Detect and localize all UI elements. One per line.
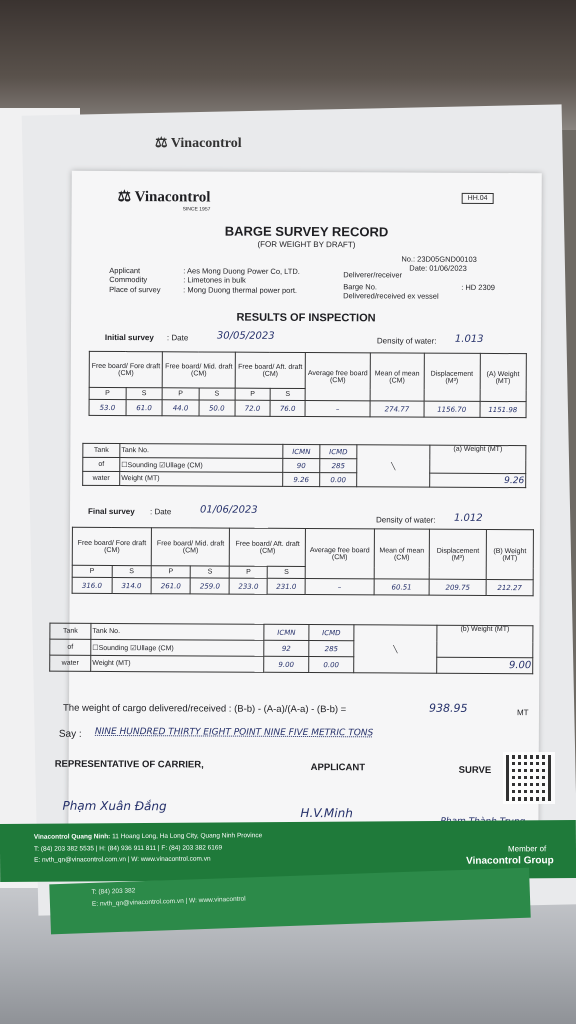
water-label: water bbox=[83, 471, 120, 485]
weight-label: Weight (MT) bbox=[91, 655, 264, 672]
ullage-label: Ullage (CM) bbox=[136, 644, 174, 652]
initial-draft-table bbox=[89, 351, 527, 418]
weight-label: Weight (MT) bbox=[120, 472, 283, 487]
tank-col2-head: ICMD bbox=[320, 445, 357, 459]
back-footer-phone: T: (84) 203 382 bbox=[91, 887, 136, 896]
final-date-value: 01/06/2023 bbox=[200, 504, 258, 516]
a-weight-value: 1151.98 bbox=[480, 401, 527, 417]
draft-value: 76.0 bbox=[270, 400, 305, 416]
surveyor-label: SURVE bbox=[458, 764, 492, 776]
draft-value: 316.0 bbox=[72, 577, 112, 593]
water-label: water bbox=[50, 655, 91, 671]
applicant-label: Applicant bbox=[109, 265, 141, 276]
sounding-label: Sounding bbox=[98, 644, 129, 652]
carrier-label: REPRESENTATIVE OF CARRIER, bbox=[54, 758, 204, 771]
header-average-free-board: Average free board (CM) bbox=[305, 529, 374, 579]
initial-survey-label: Initial survey bbox=[104, 332, 154, 343]
carrier-signature: Phạm Xuân Đắng bbox=[62, 798, 167, 814]
displacement-value: 1156.70 bbox=[424, 401, 480, 417]
ps-label: P bbox=[162, 388, 198, 400]
tank-strike: ╲ bbox=[354, 625, 437, 673]
form-code: HH.04 bbox=[462, 193, 494, 204]
footer-member: Member of bbox=[507, 844, 547, 854]
draft-value: 44.0 bbox=[162, 400, 198, 416]
sounding-label: Sounding bbox=[127, 461, 158, 469]
place-value: : Mong Duong thermal power port. bbox=[183, 285, 298, 295]
ullage-1: 90 bbox=[283, 458, 320, 472]
results-title: RESULTS OF INSPECTION bbox=[236, 311, 376, 325]
barge-label: Barge No. bbox=[343, 282, 378, 292]
ps-label: S bbox=[270, 388, 305, 400]
draft-value: 72.0 bbox=[235, 400, 270, 416]
header-displacement: Displacement (M³) bbox=[424, 353, 480, 401]
back-footer-web: E: nvth_qn@vinacontrol.com.vn | W: www.vinacontrol bbox=[91, 895, 246, 908]
final-density-value: 1.012 bbox=[453, 512, 483, 524]
draft-value: 53.0 bbox=[89, 399, 126, 415]
back-sheet-logo: ⚖ Vinacontrol bbox=[155, 136, 242, 151]
header-aft-draft: Free board/ Aft. draft (CM) bbox=[235, 352, 306, 388]
cargo-weight-label: The weight of cargo delivered/received : (B-b) - (A-a)/(A-a) - (B-b) = bbox=[62, 702, 347, 716]
final-density-label: Density of water: bbox=[375, 515, 436, 525]
cargo-weight-value: 938.95 bbox=[428, 701, 468, 715]
brand-name: Vinacontrol bbox=[134, 189, 211, 206]
applicant-signature: H.V.Minh bbox=[300, 805, 353, 821]
draft-value: 233.0 bbox=[229, 578, 267, 594]
header-average-free-board: Average free board (CM) bbox=[305, 353, 370, 401]
initial-tank-table: Tank Tank No. ICMN ICMD ╲ (a) Weight (MT) of ☐Sounding ☑Ullage (CM) 90 285 water Weight (MT) 9.26 0.00 9.26 bbox=[82, 443, 526, 488]
tank-no-label: Tank No. bbox=[120, 444, 283, 459]
cargo-weight-unit: MT bbox=[516, 708, 529, 718]
ullage-2: 285 bbox=[320, 459, 357, 473]
deliverer-label: Deliverer/receiver bbox=[343, 270, 403, 280]
footer-office: Vinacontrol Quang Ninh: bbox=[33, 833, 111, 841]
header-a-weight: (A) Weight (MT) bbox=[480, 353, 527, 401]
average-value: – bbox=[305, 579, 374, 595]
of-label: of bbox=[50, 639, 91, 655]
ps-label: S bbox=[126, 388, 163, 400]
record-number: No.: 23D05GND00103 bbox=[401, 254, 477, 264]
b-weight-label: (b) Weight (MT) bbox=[437, 625, 533, 658]
commodity-label: Commodity bbox=[109, 274, 148, 285]
place-label: Place of survey bbox=[109, 284, 161, 295]
of-label: of bbox=[83, 457, 120, 471]
ullage-2: 285 bbox=[309, 641, 354, 657]
qr-code bbox=[503, 752, 555, 804]
delivered-ex-vessel-label: Delivered/received ex vessel bbox=[343, 291, 439, 301]
draft-value: 261.0 bbox=[151, 578, 190, 594]
initial-density-value: 1.013 bbox=[454, 333, 484, 345]
ps-label: S bbox=[267, 566, 305, 578]
record-date: Date: 01/06/2023 bbox=[409, 263, 467, 273]
footer-group: Vinacontrol Group bbox=[466, 855, 554, 867]
final-draft-table bbox=[72, 527, 534, 596]
header-mid-draft: Free board/ Mid. draft (CM) bbox=[162, 352, 235, 388]
ps-label: S bbox=[190, 566, 229, 578]
header-mean-of-mean: Mean of mean (CM) bbox=[370, 353, 424, 401]
b-weight-value: 9.00 bbox=[437, 657, 533, 674]
applicant-value: : Aes Mong Duong Power Co, LTD. bbox=[183, 266, 300, 276]
weight-1: 9.00 bbox=[264, 656, 309, 672]
brand-since: SINCE 1957 bbox=[182, 206, 211, 213]
ullage-label: Ullage (CM) bbox=[165, 461, 203, 469]
ullage-1: 92 bbox=[264, 640, 309, 656]
tank-label: Tank bbox=[50, 623, 91, 639]
barge-value: : HD 2309 bbox=[461, 282, 496, 292]
tank-col2-head: ICMD bbox=[309, 625, 354, 641]
vinacontrol-logo bbox=[118, 187, 211, 212]
weight-2: 0.00 bbox=[320, 473, 357, 487]
draft-value: 231.0 bbox=[267, 578, 305, 594]
tank-col1-head: ICMN bbox=[264, 624, 309, 640]
ps-label: P bbox=[235, 388, 270, 400]
header-mid-draft: Free board/ Mid. draft (CM) bbox=[151, 528, 229, 566]
weight-1: 9.26 bbox=[283, 472, 320, 486]
draft-value: 314.0 bbox=[112, 577, 152, 593]
footer-phones: T: (84) 203 382 5535 | H: (84) 936 911 811 | F: (84) 203 382 6169 bbox=[33, 844, 223, 853]
header-displacement: Displacement (M³) bbox=[429, 529, 486, 579]
tank-label: Tank bbox=[83, 443, 120, 457]
final-date-label: : Date bbox=[150, 507, 172, 517]
mean-value: 274.77 bbox=[370, 401, 424, 417]
displacement-value: 209.75 bbox=[429, 579, 486, 595]
header-fore-draft: Free board/ Fore draft (CM) bbox=[72, 527, 151, 565]
ps-label: P bbox=[89, 387, 126, 399]
tank-col1-head: ICMN bbox=[283, 444, 320, 458]
initial-density-label: Density of water: bbox=[376, 336, 437, 346]
mean-value: 60.51 bbox=[374, 579, 430, 595]
ps-label: P bbox=[72, 565, 112, 577]
tank-no-label: Tank No. bbox=[91, 623, 264, 640]
ps-label: P bbox=[151, 566, 190, 578]
footer-address: 11 Hoang Long, Ha Long City, Quang Ninh Province bbox=[112, 832, 263, 841]
ps-label: S bbox=[199, 388, 235, 400]
draft-value: 61.0 bbox=[126, 400, 163, 416]
final-survey-label: Final survey bbox=[88, 506, 135, 517]
final-tank-table: Tank Tank No. ICMN ICMD ╲ (b) Weight (MT) of ☐Sounding ☑Ullage (CM) 92 285 water Weight (MT) 9.00 0.00 9.00 bbox=[49, 623, 533, 675]
average-value: – bbox=[305, 400, 370, 416]
tank-strike: ╲ bbox=[357, 445, 430, 487]
initial-date-label: : Date bbox=[166, 333, 189, 343]
weight-2: 0.00 bbox=[309, 657, 354, 673]
header-aft-draft: Free board/ Aft. draft (CM) bbox=[230, 528, 306, 566]
applicant-signature-label: APPLICANT bbox=[310, 762, 366, 774]
header-b-weight: (B) Weight (MT) bbox=[486, 529, 533, 579]
draft-value: 259.0 bbox=[190, 578, 229, 594]
footer-web: E: nvth_qn@vinacontrol.com.vn | W: www.vinacontrol.com.vn bbox=[34, 855, 211, 864]
draft-value: 50.0 bbox=[199, 400, 235, 416]
header-mean-of-mean: Mean of mean (CM) bbox=[374, 529, 430, 579]
header-fore-draft: Free board/ Fore draft (CM) bbox=[89, 351, 162, 387]
say-label: Say : bbox=[58, 728, 82, 740]
page-subtitle: (FOR WEIGHT BY DRAFT) bbox=[257, 239, 356, 250]
scale-icon: ⚖ bbox=[117, 189, 132, 206]
a-weight-value: 9.26 bbox=[430, 473, 526, 488]
a-weight-label: (a) Weight (MT) bbox=[430, 445, 526, 474]
survey-record-page bbox=[54, 171, 542, 863]
ps-label: P bbox=[230, 566, 268, 578]
page-title: BARGE SURVEY RECORD bbox=[224, 223, 389, 240]
ps-label: S bbox=[112, 565, 152, 577]
say-value: NINE HUNDRED THIRTY EIGHT POINT NINE FIVE METRIC TONS bbox=[94, 726, 374, 739]
commodity-value: : Limetones in bulk bbox=[183, 275, 246, 285]
initial-date-value: 30/05/2023 bbox=[216, 330, 275, 342]
b-weight-value: 212.27 bbox=[486, 579, 533, 595]
